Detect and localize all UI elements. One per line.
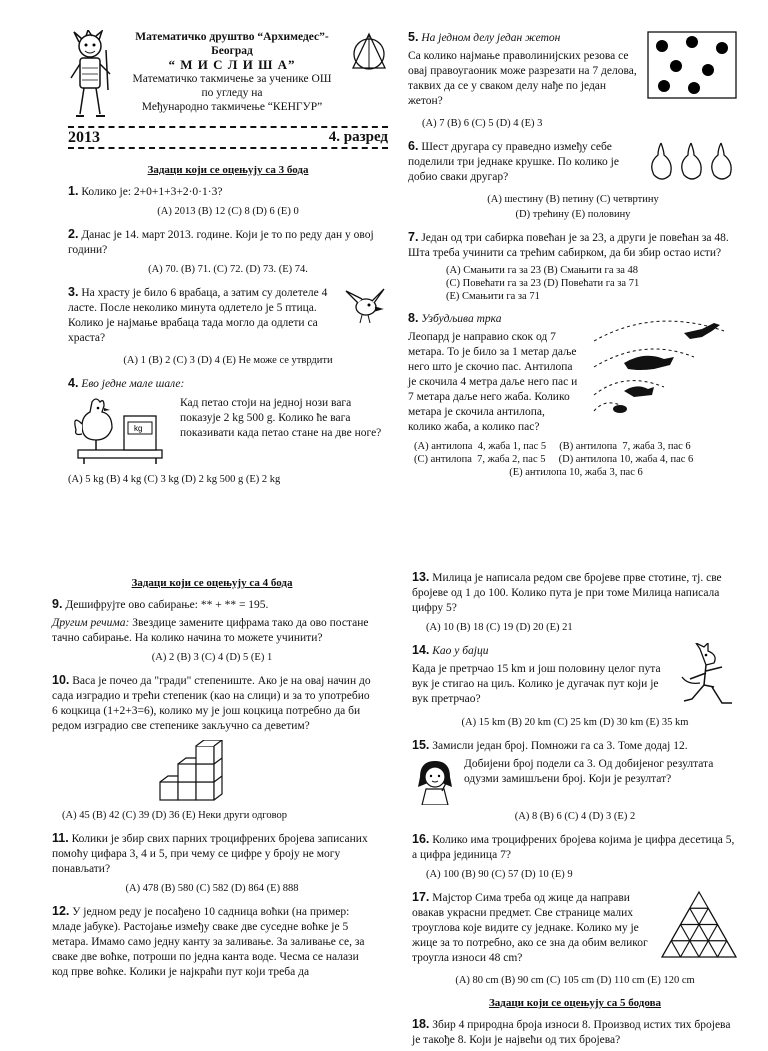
answers-14: (A) 15 km (B) 20 km (C) 25 km (D) 30 km (E) 35 km	[461, 717, 689, 728]
section-5-points: Задаци који се оцењују са 5 бодова	[488, 997, 662, 1009]
year: 2013	[68, 129, 100, 146]
answers-11: (A) 478 (B) 580 (C) 582 (D) 864 (E) 888	[125, 883, 299, 894]
question-12: 12. У једном реду је посађено 10 садница воћки (на пример: младе јабуке). Растојање између сваке две суседне воћке је 5 метара. Имамо само једну канту за заливање. За заливање се, за сваке две воћке, потроши по једна канта воде. Чесма се налази код прве воћке. Колики је најкраћи пут који треба да	[52, 904, 365, 978]
answers-15: (A) 8 (B) 6 (C) 4 (D) 3 (E) 2	[514, 811, 636, 822]
header-name: “ М И С Л И Ш А”	[168, 57, 296, 72]
scale-unit-label: kg	[134, 424, 143, 433]
question-13: 13. Милица је написала редом све бројеве прве стотине, тј. све бројеве од 1 до 100. Колико пута је при томе Милица написала цифру 5? (A) 10 (B) 18 (C) 19 (D) 20 (E) 21	[412, 570, 738, 635]
question-8: 8. Узбудљива трка Леопард је направио скок од 7 метара. То је било за 1 метар даље него што је скочио пас. Антилопа је скочила 4 метра даље него пас и 7 метара даље него жаба. Колико метара је скочила антилопа, колико жаба, а колико пас? (A) антилопа 4, жаба 1, пас 5 (B) антилопа 7, жаба 3, пас 6 (C) антилопа 7, жаба 2, пас 5 (D) антилопа 10, жаба 4, пас 6 (E) антилопа 10, жаба 3, пас 6	[408, 311, 738, 479]
grade: 4. разред	[328, 129, 388, 145]
question-11: 11. Колики је збир свих парних троцифрених бројева записаних помоћу цифара 3, 4 и 5, при чему се цифре у броју не могу понављати? (A) 478 (B) 580 (C) 582 (D) 864 (E) 888	[52, 831, 372, 896]
token-rectangle-illustration	[646, 30, 738, 100]
question-3: 3. На храсту је било 6 врабаца, а затим су долетеле 4 ласте. После неколико минута одлетело је 5 птица. Колико је најмање врабаца тада могло да одлети са храста? (A) 1 (B) 2 (C) 3 (D) 4 (E) Не може се утврдити	[68, 285, 388, 368]
page-bottom-left	[52, 570, 372, 983]
answers-2: (A) 70. (B) 71. (C) 72. (D) 73. (E) 74.	[148, 264, 308, 275]
header-after: по угледу на	[201, 87, 263, 99]
question-10: 10. Васа је почео да "гради" степениште. Ако је на овај начин до сада изградио и трећи степеник (као на слици) и за то употребио 6 коцкица (1+2+3=6), колико му је још коцкица потребно да би редом изградио све степенике закључно са деветим? (A) 45 (B) 42 (C) 39 (D) 36 (E) Неки други одговор	[52, 673, 371, 821]
answers-6b: (D) трећину (E) половину	[515, 209, 631, 220]
question-9: 9. Дешифрујте ово сабирање: ** + ** = 195. Другим речима: Звездице замените цифрама тако да ово постане тачно сабирање. На колико начина то можете учинити? (A) 2 (B) 3 (C) 4 (D) 5 (E) 1	[52, 597, 372, 665]
question-15-text2: Добијени број подели са 3. Од добијеног резултата одузми замишљени број. Који је резултат?	[464, 758, 714, 785]
header-kangaroo: Међународно такмичење “КЕНГУР”	[141, 101, 323, 113]
thinking-girl-illustration	[412, 757, 458, 805]
mascot-illustration	[68, 30, 114, 122]
question-2: 2. Данас је 14. март 2013. године. Који је то по реду дан у овој години? (A) 70. (B) 71. (C) 72. (D) 73. (E) 74.	[68, 227, 388, 277]
answers-5: (A) 7 (B) 6 (C) 5 (D) 4 (E) 3	[422, 118, 543, 129]
question-15: 15. Замисли један број. Помножи га са 3. Томе додај 12. Добијени број подели са 3. Од добијеног резултата одузми замишљени број. Који је резултат? (A) 8 (B) 6 (C) 4 (D) 3 (E) 2	[412, 738, 738, 824]
answers-9: (A) 2 (B) 3 (C) 4 (D) 5 (E) 1	[151, 652, 273, 663]
rooster-on-scale-illustration	[68, 396, 168, 468]
staircase-cubes-illustration	[156, 740, 246, 802]
answers-6a: (A) шестину (B) петину (C) четвртину	[487, 194, 659, 205]
question-7: 7. Један од три сабирка повећан је за 23, а други је повећан за 48. Шта треба учинити са трећим сабирком, да би збир остао исти? (A) Смањити га за 23 (B) Смањити га за 48 (C) Повећати га за 23 (D) Повећати га за 71 (E) Смањити га за 71	[408, 230, 738, 303]
answers-4: (A) 5 kg (B) 4 kg (C) 3 kg (D) 2 kg 500 g (E) 2 kg	[68, 474, 281, 485]
answers-17: (A) 80 cm (B) 90 cm (C) 105 cm (D) 110 cm (E) 120 cm	[455, 975, 695, 986]
answers-1: (A) 2013 (B) 12 (C) 8 (D) 6 (E) 0	[157, 206, 299, 217]
page-bottom-right	[412, 570, 738, 1051]
header-divider	[68, 126, 388, 128]
section-4-points: Задаци који се оцењују са 4 бода	[131, 577, 293, 589]
header-competition: Математичко такмичење за ученике ОШ	[132, 73, 332, 85]
bird-icon	[344, 285, 388, 325]
answers-10: (A) 45 (B) 42 (C) 39 (D) 36 (E) Неки други одговор	[62, 810, 287, 821]
pears-illustration	[646, 139, 738, 183]
page-top-left	[68, 30, 388, 495]
answers-3: (A) 1 (B) 2 (C) 3 (D) 4 (E) Не може се утврдити	[123, 355, 333, 366]
question-18: 18. Збир 4 природна броја износи 8. Производ истих тих бројева је такође 8. Који је највећи од тих бројева?	[412, 1017, 731, 1046]
question-16: 16. Колико има троцифрених бројева којима је цифра десетица 5, а цифра јединица 7? (A) 100 (B) 90 (C) 57 (D) 10 (E) 9	[412, 832, 738, 882]
answers-8: (A) антилопа 4, жаба 1, пас 5 (B) антилопа 7, жаба 3, пас 6 (C) антилопа 7, жаба 2, пас 5 (D) антилопа 10, жаба 4, пас 6 (E) антилопа 10, жаба 3, пас 6	[414, 441, 694, 478]
question-14: 14. Као у бајци Када је претрчао 15 km и још половину целог пута вук је стигао на циљ. Колико је дугачак пут који је вук претрчао? (A) 15 km (B) 20 km (C) 25 km (D) 30 km (E) 35 km	[412, 643, 738, 730]
section-3-points: Задаци који се оцењују са 3 бода	[147, 164, 309, 176]
triangle-grid-illustration	[660, 890, 738, 960]
header-society: Математичко друштво “Архимедес”- Београд	[135, 31, 329, 57]
answers-13: (A) 10 (B) 18 (C) 19 (D) 20 (E) 21	[426, 622, 573, 633]
question-1: 1. Колико је: 2+0+1+3+2·0·1·3? (A) 2013 (B) 12 (C) 8 (D) 6 (E) 0	[68, 184, 388, 219]
question-6: 6. Шест другара су праведно између себе поделили три једнаке крушке. По колико је добио сваки другар? (A) шестину (B) петину (C) четвртину (D) трећину (E) половину	[408, 139, 738, 222]
race-illustration	[584, 311, 734, 421]
answers-16: (A) 100 (B) 90 (C) 57 (D) 10 (E) 9	[426, 869, 573, 880]
running-wolf-illustration	[678, 643, 738, 711]
question-5: 5. На једном делу један жетон Са колико најмање праволинијских резова се овај правоугаоник може разрезати на 7 делова, таквих да се у сваком делу нађе по један жетон? (A) 7 (B) 6 (C) 5 (D) 4 (E) 3	[408, 30, 738, 131]
question-17: 17. Мајстор Сима треба од жице да направи овакав украсни предмет. Све странице малих троуглова које видите су једнаке. Колико му је жице за то потребно, ако се зна да обим великог троугла износи 48 cm? (A) 80 cm (B) 90 cm (C) 105 cm (D) 110 cm (E) 120 cm	[412, 890, 738, 988]
header	[68, 30, 388, 122]
answers-7: (A) Смањити га за 23 (B) Смањити га за 48 (C) Повећати га за 23 (D) Повећати га за 71 (E) Смањити га за 71	[446, 265, 640, 302]
question-4-text: Кад петао стоји на једној нози вага показује 2 kg 500 g. Колико ће вага показивати када петао стане на две ноге?	[180, 397, 382, 439]
question-4: 4. Ево једне мале шале: kg Кад петао стоји на једној нози вага показује 2 kg 500 g. Колико ће вага показивати када петао стане на две ноге? (A) 5 kg (B) 4 kg (C) 3 kg (D) 2 kg 500 g (E) 2 kg	[68, 376, 388, 487]
logo-triangle-icon	[350, 30, 388, 74]
page-top-right	[408, 30, 738, 487]
